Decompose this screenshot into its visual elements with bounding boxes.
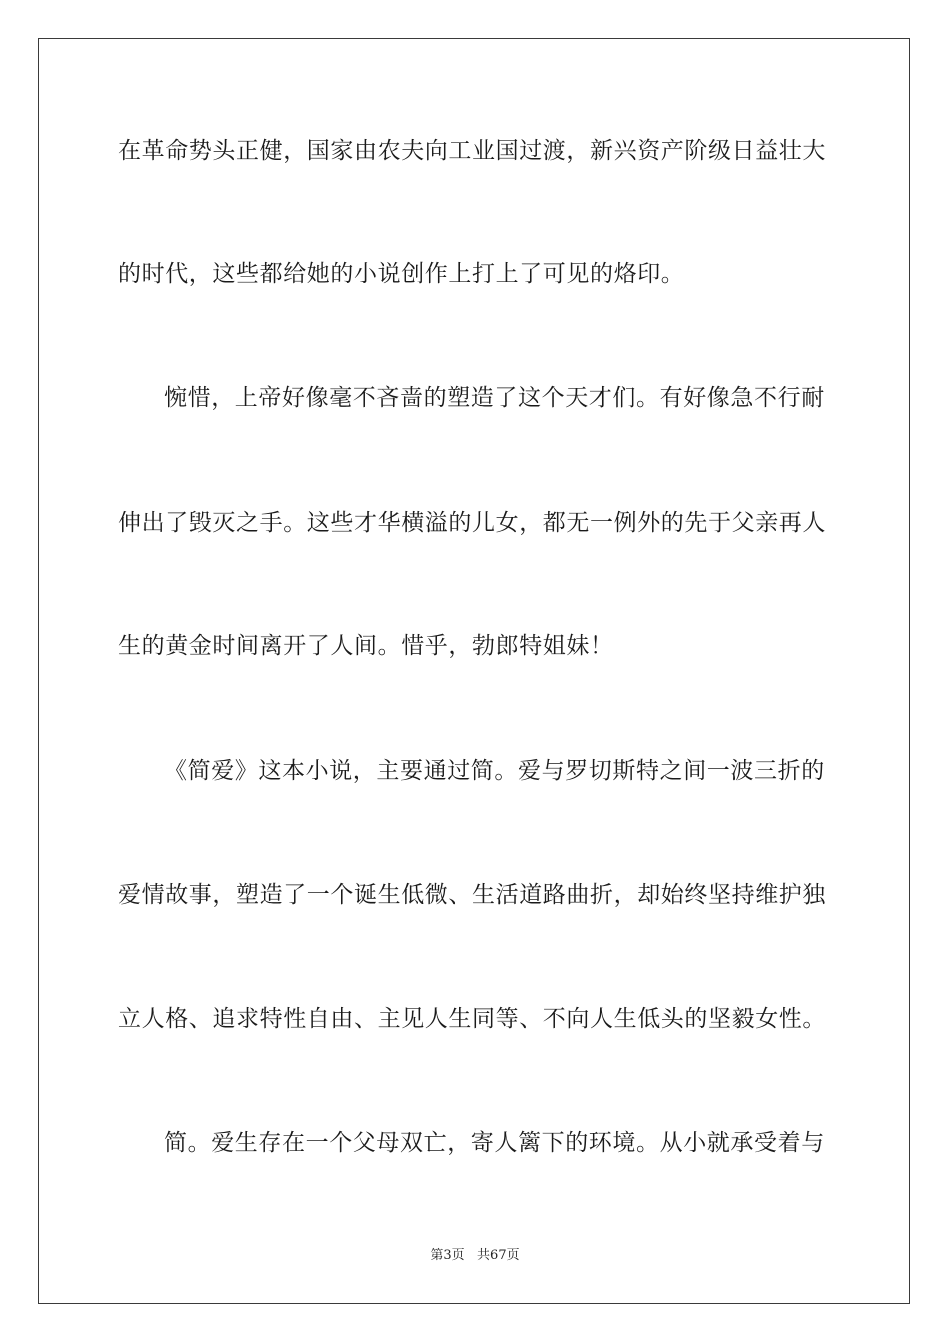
text-line: 立人格、追求特性自由、主见人生同等、不向人生低头的坚毅女性。 bbox=[118, 1006, 826, 1032]
paragraph-first-line: 《简爱》这本小说，主要通过简。爱与罗切斯特之间一波三折的 bbox=[164, 758, 825, 784]
paragraph-first-line: 简。爱生存在一个父母双亡，寄人篱下的环境。从小就承受着与 bbox=[164, 1130, 825, 1156]
text-line: 的时代，这些都给她的小说创作上打上了可见的烙印。 bbox=[118, 261, 685, 287]
text-line: 在革命势头正健，国家由农夫向工业国过渡，新兴资产阶级日益壮大 bbox=[118, 138, 826, 164]
text-line: 生的黄金时间离开了人间。惜乎，勃郎特姐妹！ bbox=[118, 633, 614, 659]
text-line: 伸出了毁灭之手。这些才华横溢的儿女，都无一例外的先于父亲再人 bbox=[118, 510, 826, 536]
paragraph-first-line: 惋惜，上帝好像毫不吝啬的塑造了这个天才们。有好像急不行耐 bbox=[164, 385, 825, 411]
page-number-footer: 第3页 共67页 bbox=[430, 1248, 520, 1263]
page-frame bbox=[38, 38, 910, 1304]
text-line: 爱情故事，塑造了一个诞生低微、生活道路曲折，却始终坚持维护独 bbox=[118, 882, 826, 908]
